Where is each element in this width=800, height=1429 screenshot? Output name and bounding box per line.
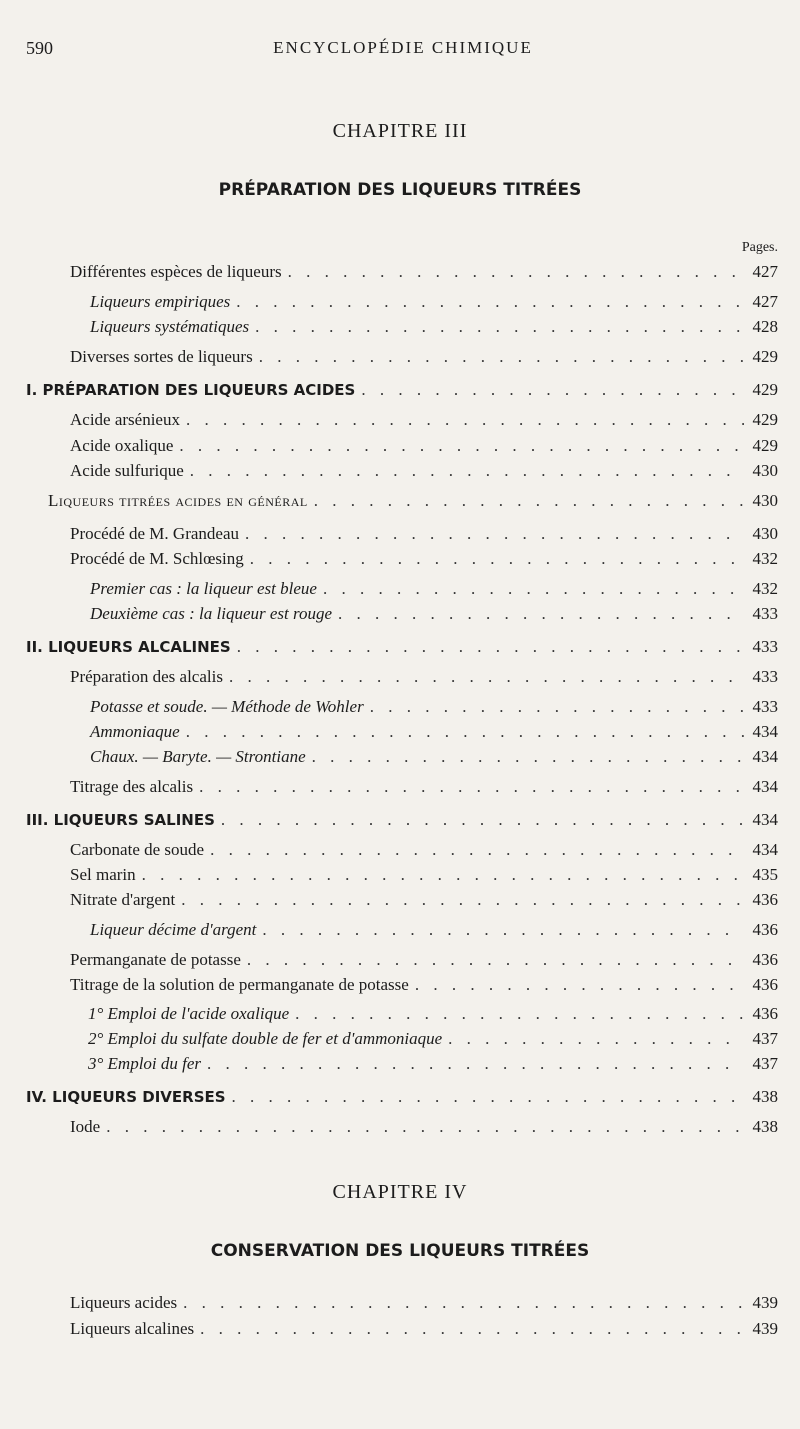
toc-entry-page: 437: [752, 1054, 778, 1073]
toc-entry-page: 438: [752, 1117, 778, 1136]
toc-entry: [70, 950, 778, 974]
toc-entry-page: 433: [752, 604, 778, 623]
leader-dots: [247, 950, 744, 970]
toc-entry: [88, 1029, 778, 1053]
leader-dots: [186, 410, 744, 430]
toc-entry: [70, 549, 778, 573]
leader-dots: [250, 549, 744, 569]
leader-dots: [106, 1117, 744, 1137]
toc-entry-label: Différentes espèces de liqueurs: [70, 262, 282, 281]
toc-entry: [70, 777, 778, 801]
toc-entry-page: 430: [752, 524, 778, 543]
toc-subsection: [48, 491, 778, 515]
toc-entry-page: 432: [752, 579, 778, 598]
leader-dots: [190, 461, 744, 481]
toc-entry-page: 433: [752, 637, 778, 656]
toc-entry-label: Carbonate de soude: [70, 840, 205, 859]
toc-entry-page: 429: [752, 347, 778, 366]
leader-dots: [210, 840, 744, 860]
toc-entry-label: Liqueurs acides: [70, 1293, 178, 1312]
toc-entry: [90, 292, 778, 316]
toc-entry-page: 434: [752, 747, 778, 766]
toc-entry-label: Premier cas : la liqueur est bleue: [90, 579, 317, 598]
toc-entry-page: 435: [752, 865, 778, 884]
chapter-iii-heading: CHAPITRE III: [332, 120, 468, 142]
leader-dots: [232, 1087, 744, 1107]
page-number: 590: [26, 38, 53, 58]
toc-entry: [70, 840, 778, 864]
toc-entry-page: 434: [752, 840, 778, 859]
toc-entry-page: 430: [752, 491, 778, 510]
toc-entry-page: 433: [752, 667, 778, 686]
toc-entry-page: 430: [752, 461, 778, 480]
toc-entry: [70, 890, 778, 914]
toc-entry: [70, 461, 778, 485]
leader-dots: [295, 1004, 744, 1024]
leader-dots: [370, 697, 744, 717]
toc-entry-page: 433: [752, 697, 778, 716]
toc-entry-label: Liqueurs empiriques: [90, 292, 231, 311]
leader-dots: [186, 722, 744, 742]
leader-dots: [183, 1293, 744, 1313]
toc-entry: [90, 317, 778, 341]
toc-entry-label: Sel marin: [70, 865, 136, 884]
toc-entry-page: 434: [752, 810, 778, 829]
toc-entry: [70, 436, 778, 460]
chapter-iv-title: CONSERVATION DES LIQUEURS TITRÉES: [210, 1241, 590, 1261]
leader-dots: [199, 777, 744, 797]
toc-entry-page: 436: [752, 890, 778, 909]
toc-section-label: I. PRÉPARATION DES LIQUEURS ACIDES: [26, 381, 356, 399]
toc-entry-label: Liqueurs alcalines: [70, 1319, 195, 1338]
leader-dots: [415, 975, 744, 995]
chapter-iii-title: PRÉPARATION DES LIQUEURS TITRÉES: [218, 180, 582, 200]
toc-section: [26, 637, 778, 661]
leader-dots: [237, 637, 744, 657]
leader-dots: [181, 890, 744, 910]
leader-dots: [259, 347, 744, 367]
toc-entry: [70, 667, 778, 691]
page-header: [26, 38, 780, 62]
toc-entry-label: Ammoniaque: [90, 722, 180, 741]
toc-section-label: III. LIQUEURS SALINES: [26, 811, 215, 829]
toc-entry-page: 429: [752, 410, 778, 429]
toc-section-label: II. LIQUEURS ALCALINES: [26, 638, 231, 656]
toc-entry-page: 438: [752, 1087, 778, 1106]
leader-dots: [229, 667, 744, 687]
toc-entry-page: 436: [752, 975, 778, 994]
toc-section: [26, 380, 778, 404]
toc-entry-label: Procédé de M. Grandeau: [70, 524, 239, 543]
toc-entry: [70, 1293, 778, 1317]
toc-entry-label: Nitrate d'argent: [70, 890, 176, 909]
toc-entry-page: 428: [752, 317, 778, 336]
toc-entry: [90, 920, 778, 944]
toc-entry-label: Titrage des alcalis: [70, 777, 194, 796]
toc-entry-label: Titrage de la solution de permanganate de potasse: [70, 975, 409, 994]
toc-section-label: IV. LIQUEURS DIVERSES: [26, 1088, 226, 1106]
toc-entry: [70, 865, 778, 889]
toc-entry-label: Préparation des alcalis: [70, 667, 223, 686]
toc-entry-label: Iode: [70, 1117, 101, 1136]
chapter-iv-heading: CHAPITRE IV: [332, 1181, 468, 1203]
toc-entry-label: Deuxième cas : la liqueur est rouge: [90, 604, 333, 623]
toc-section: [26, 810, 778, 834]
toc-entry-label: Chaux. — Baryte. — Strontiane: [90, 747, 306, 766]
leader-dots: [207, 1054, 744, 1074]
toc-section: [26, 1087, 778, 1111]
toc-entry-label: 1° Emploi de l'acide oxalique: [88, 1004, 290, 1023]
toc-entry: [70, 410, 778, 434]
toc-entry: [90, 697, 778, 721]
toc-entry: [70, 1319, 778, 1343]
toc-entry-page: 434: [752, 722, 778, 741]
toc-entry-label: 2° Emploi du sulfate double de fer et d'ammoniaque: [88, 1029, 443, 1048]
toc-entry: [70, 262, 778, 286]
toc-entry-page: 437: [752, 1029, 778, 1048]
leader-dots: [255, 317, 744, 337]
toc-entry-label: 3° Emploi du fer: [88, 1054, 202, 1073]
toc-entry-label: Procédé de M. Schlœsing: [70, 549, 244, 568]
toc-entry: [88, 1054, 778, 1078]
toc-entry-page: 432: [752, 549, 778, 568]
toc-entry-label: Acide oxalique: [70, 436, 174, 455]
toc-entry-page: 434: [752, 777, 778, 796]
toc-entry-label: Acide sulfurique: [70, 461, 184, 480]
leader-dots: [312, 747, 744, 767]
toc-entry: [90, 579, 778, 603]
leader-dots: [200, 1319, 744, 1339]
toc-entry-label: Potasse et soude. — Méthode de Wohler: [90, 697, 364, 716]
toc-entry-page: 429: [752, 436, 778, 455]
toc-entry-label: Liqueurs systématiques: [90, 317, 250, 336]
running-title: ENCYCLOPÉDIE CHIMIQUE: [273, 38, 533, 57]
toc-entry-page: 436: [752, 950, 778, 969]
toc-entry: [70, 975, 778, 999]
toc-entry: [70, 1117, 778, 1141]
leader-dots: [314, 491, 744, 511]
leader-dots: [221, 810, 744, 830]
toc-entry-page: 427: [752, 292, 778, 311]
leader-dots: [142, 865, 744, 885]
leader-dots: [361, 380, 744, 400]
toc-entry-label: Acide arsénieux: [70, 410, 180, 429]
leader-dots: [245, 524, 744, 544]
toc-entry-page: 436: [752, 1004, 778, 1023]
toc-entry: [88, 1004, 778, 1028]
leader-dots: [323, 579, 744, 599]
leader-dots: [262, 920, 744, 940]
toc-entry-page: 439: [752, 1319, 778, 1338]
leader-dots: [236, 292, 744, 312]
leader-dots: [288, 262, 744, 282]
toc-entry-label: Permanganate de potasse: [70, 950, 241, 969]
toc-entry-page: 427: [752, 262, 778, 281]
toc-entry-page: 436: [752, 920, 778, 939]
leader-dots: [179, 436, 744, 456]
toc-entry: [90, 604, 778, 628]
toc-entry-page: 429: [752, 380, 778, 399]
pages-label: Pages.: [741, 240, 778, 255]
leader-dots: [338, 604, 744, 624]
toc-subsection-label: Liqueurs titrées acides en général: [48, 491, 308, 510]
toc-entry: [70, 524, 778, 548]
toc-entry: [90, 747, 778, 771]
toc-entry: [70, 347, 778, 371]
toc-entry-label: Liqueur décime d'argent: [90, 920, 257, 939]
toc-entry: [90, 722, 778, 746]
leader-dots: [448, 1029, 744, 1049]
toc-entry-page: 439: [752, 1293, 778, 1312]
toc-entry-label: Diverses sortes de liqueurs: [70, 347, 253, 366]
